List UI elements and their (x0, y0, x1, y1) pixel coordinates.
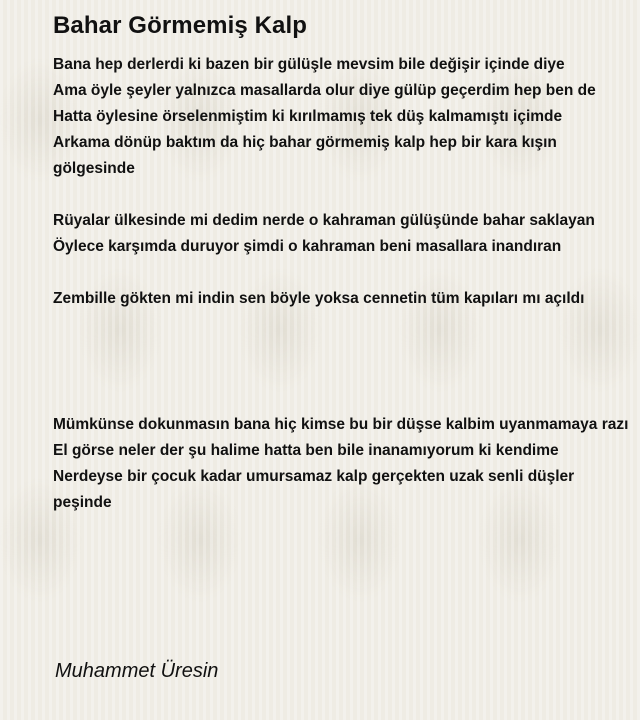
poem-title: Bahar Görmemiş Kalp (53, 12, 307, 39)
stanza-1 (53, 52, 596, 182)
poem-line: Öylece karşımda duruyor şimdi o kahraman beni masallara inandıran (53, 238, 562, 255)
poem-line: Rüyalar ülkesinde mi dedim nerde o kahraman gülüşünde bahar saklayan (53, 212, 595, 229)
poem-line: Nerdeyse bir çocuk kadar umursamaz kalp gerçekten uzak senli düşler (53, 468, 575, 485)
poem-line: peşinde (53, 494, 112, 511)
poem-line: El görse neler der şu halime hatta ben bile inanamıyorum ki kendime (53, 442, 559, 459)
stanza-2 (53, 208, 595, 260)
stanza-3 (53, 286, 584, 312)
poem-line: Ama öyle şeyler yalnızca masallarda olur diye gülüp geçerdim hep ben de (53, 82, 596, 99)
poem-line: Bana hep derlerdi ki bazen bir gülüşle mevsim bile değişir içinde diye (53, 56, 565, 73)
stanza-4 (53, 412, 628, 516)
poem-line: Mümkünse dokunmasın bana hiç kimse bu bir düşse kalbim uyanmamaya razı (53, 416, 629, 433)
poem-line: gölgesinde (53, 160, 135, 177)
poem-line: Hatta öylesine örselenmiştim ki kırılmamış tek düş kalmamıştı içimde (53, 108, 563, 125)
poem-author: Muhammet Üresin (55, 660, 219, 682)
poem-line: Zembille gökten mi indin sen böyle yoksa cennetin tüm kapıları mı açıldı (53, 290, 585, 307)
poem-line: Arkama dönüp baktım da hiç bahar görmemiş kalp hep bir kara kışın (53, 134, 557, 151)
